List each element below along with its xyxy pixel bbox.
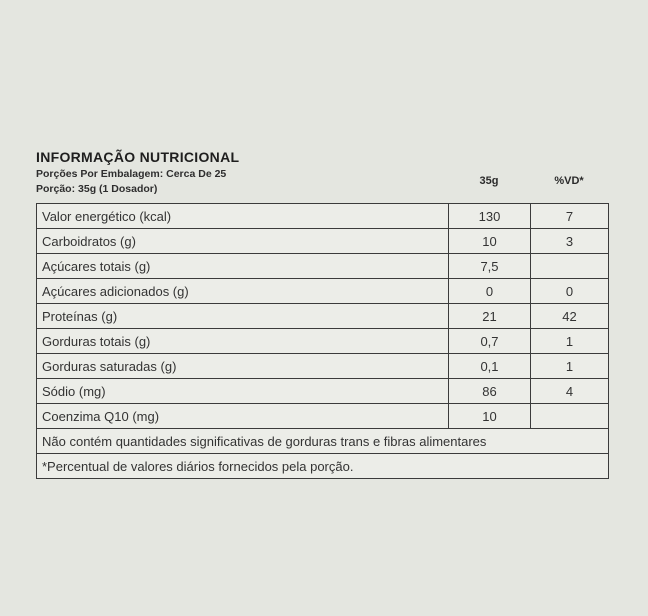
nutrient-amount: 86 xyxy=(449,379,531,404)
table-row xyxy=(37,229,609,254)
nutrient-dv: 3 xyxy=(531,229,609,254)
nutrient-label: Carboidratos (g) xyxy=(37,229,449,254)
table-row xyxy=(37,204,609,229)
table-row xyxy=(37,404,609,429)
column-headers xyxy=(448,175,608,187)
footnote-row xyxy=(37,429,609,454)
nutrient-amount: 0,7 xyxy=(449,329,531,354)
nutrient-amount: 0 xyxy=(449,279,531,304)
nutrient-amount: 10 xyxy=(449,229,531,254)
nutrient-dv: 4 xyxy=(531,379,609,404)
nutrient-dv xyxy=(531,404,609,429)
nutrient-amount: 7,5 xyxy=(449,254,531,279)
footnote-row xyxy=(37,454,609,479)
table-row xyxy=(37,354,609,379)
nutrient-label: Coenzima Q10 (mg) xyxy=(37,404,449,429)
nutrient-dv: 1 xyxy=(531,354,609,379)
column-header-dv: %VD* xyxy=(554,175,584,187)
nutrient-label: Valor energético (kcal) xyxy=(37,204,449,229)
table-row xyxy=(37,279,609,304)
table-row xyxy=(37,329,609,354)
nutrient-label: Açúcares totais (g) xyxy=(37,254,449,279)
nutrient-label: Gorduras saturadas (g) xyxy=(37,354,449,379)
nutrient-label: Proteínas (g) xyxy=(37,304,449,329)
nutrient-label: Gorduras totais (g) xyxy=(37,329,449,354)
nutrient-dv: 1 xyxy=(531,329,609,354)
nutrient-amount: 10 xyxy=(449,404,531,429)
table-row xyxy=(37,379,609,404)
servings-per-package-line: Porções Por Embalagem: Cerca De 25 xyxy=(36,168,227,180)
column-header-amount: 35g xyxy=(479,175,499,187)
page-title: INFORMAÇÃO NUTRICIONAL xyxy=(36,149,240,165)
nutrient-dv xyxy=(531,254,609,279)
nutrient-label: Açúcares adicionados (g) xyxy=(37,279,449,304)
nutrition-table xyxy=(36,203,609,479)
portion-size-line: Porção: 35g (1 Dosador) xyxy=(36,183,158,195)
nutrient-dv: 0 xyxy=(531,279,609,304)
table-row xyxy=(37,254,609,279)
nutrient-dv: 42 xyxy=(531,304,609,329)
nutrient-label: Sódio (mg) xyxy=(37,379,449,404)
no-significant-amounts-note: Não contém quantidades significativas de gorduras trans e fibras alimentares xyxy=(37,429,609,454)
nutrient-dv: 7 xyxy=(531,204,609,229)
nutrient-amount: 0,1 xyxy=(449,354,531,379)
daily-values-note: *Percentual de valores diários fornecidos pela porção. xyxy=(37,454,609,479)
table-row xyxy=(37,304,609,329)
nutrient-amount: 130 xyxy=(449,204,531,229)
nutrient-amount: 21 xyxy=(449,304,531,329)
